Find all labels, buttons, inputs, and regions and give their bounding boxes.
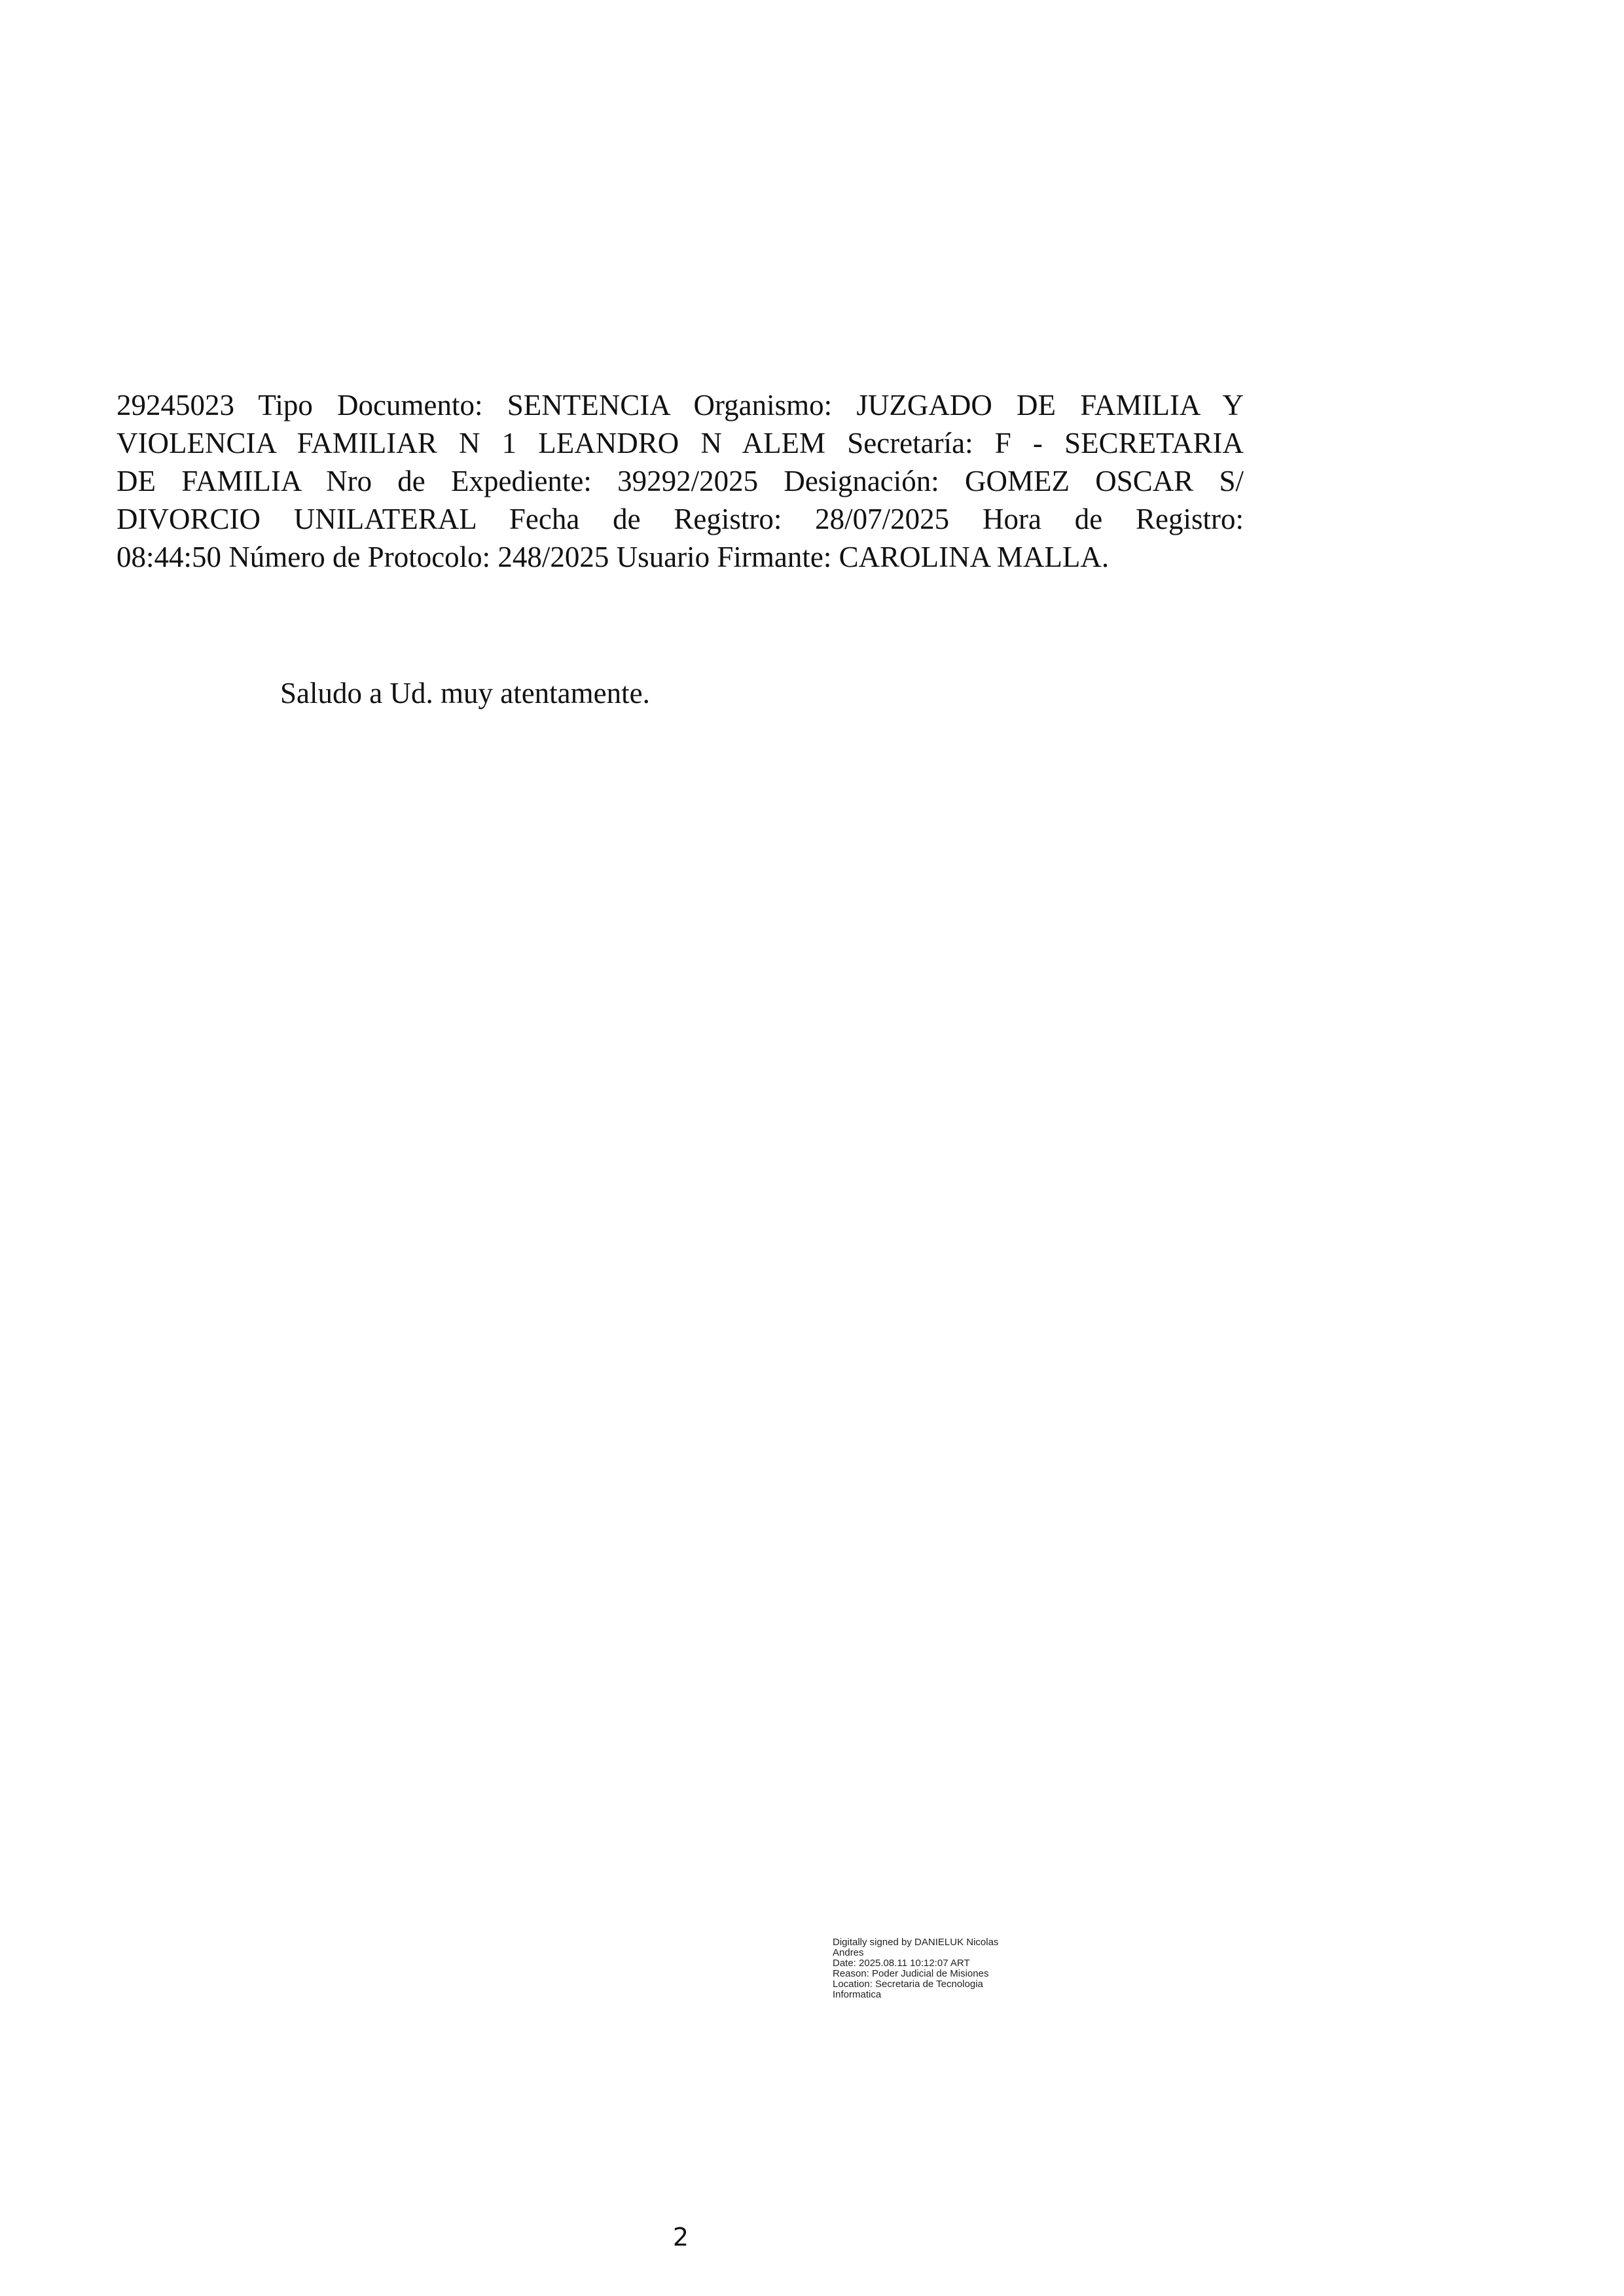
signature-line: Andres <box>833 1947 864 1958</box>
paragraph-line: VIOLENCIA FAMILIAR N 1 LEANDRO N ALEM Secretaría: F - SECRETARIA <box>117 427 1244 459</box>
paragraph-line: 08:44:50 Número de Protocolo: 248/2025 Usuario Firmante: CAROLINA MALLA. <box>117 541 1110 573</box>
signature-line: Date: 2025.08.11 10:12:07 ART <box>833 1958 970 1969</box>
signature-line: Informatica <box>833 1989 882 2000</box>
paragraph-line: 29245023 Tipo Documento: SENTENCIA Organismo: JUZGADO DE FAMILIA Y <box>117 389 1244 422</box>
closing-greeting: Saludo a Ud. muy atentamente. <box>280 677 650 709</box>
registration-paragraph <box>117 386 1244 576</box>
digital-signature-stamp <box>833 1937 1055 2000</box>
paragraph-line: DE FAMILIA Nro de Expediente: 39292/2025 Designación: GOMEZ OSCAR S/ <box>117 465 1244 497</box>
signature-line: Reason: Poder Judicial de Misiones <box>833 1968 989 1979</box>
signature-line: Location: Secretaria de Tecnologia <box>833 1979 983 1990</box>
signature-line: Digitally signed by DANIELUK Nicolas <box>833 1937 999 1948</box>
paragraph-line: DIVORCIO UNILATERAL Fecha de Registro: 28/07/2025 Hora de Registro: <box>117 503 1244 535</box>
page-number: 2 <box>672 2223 689 2251</box>
